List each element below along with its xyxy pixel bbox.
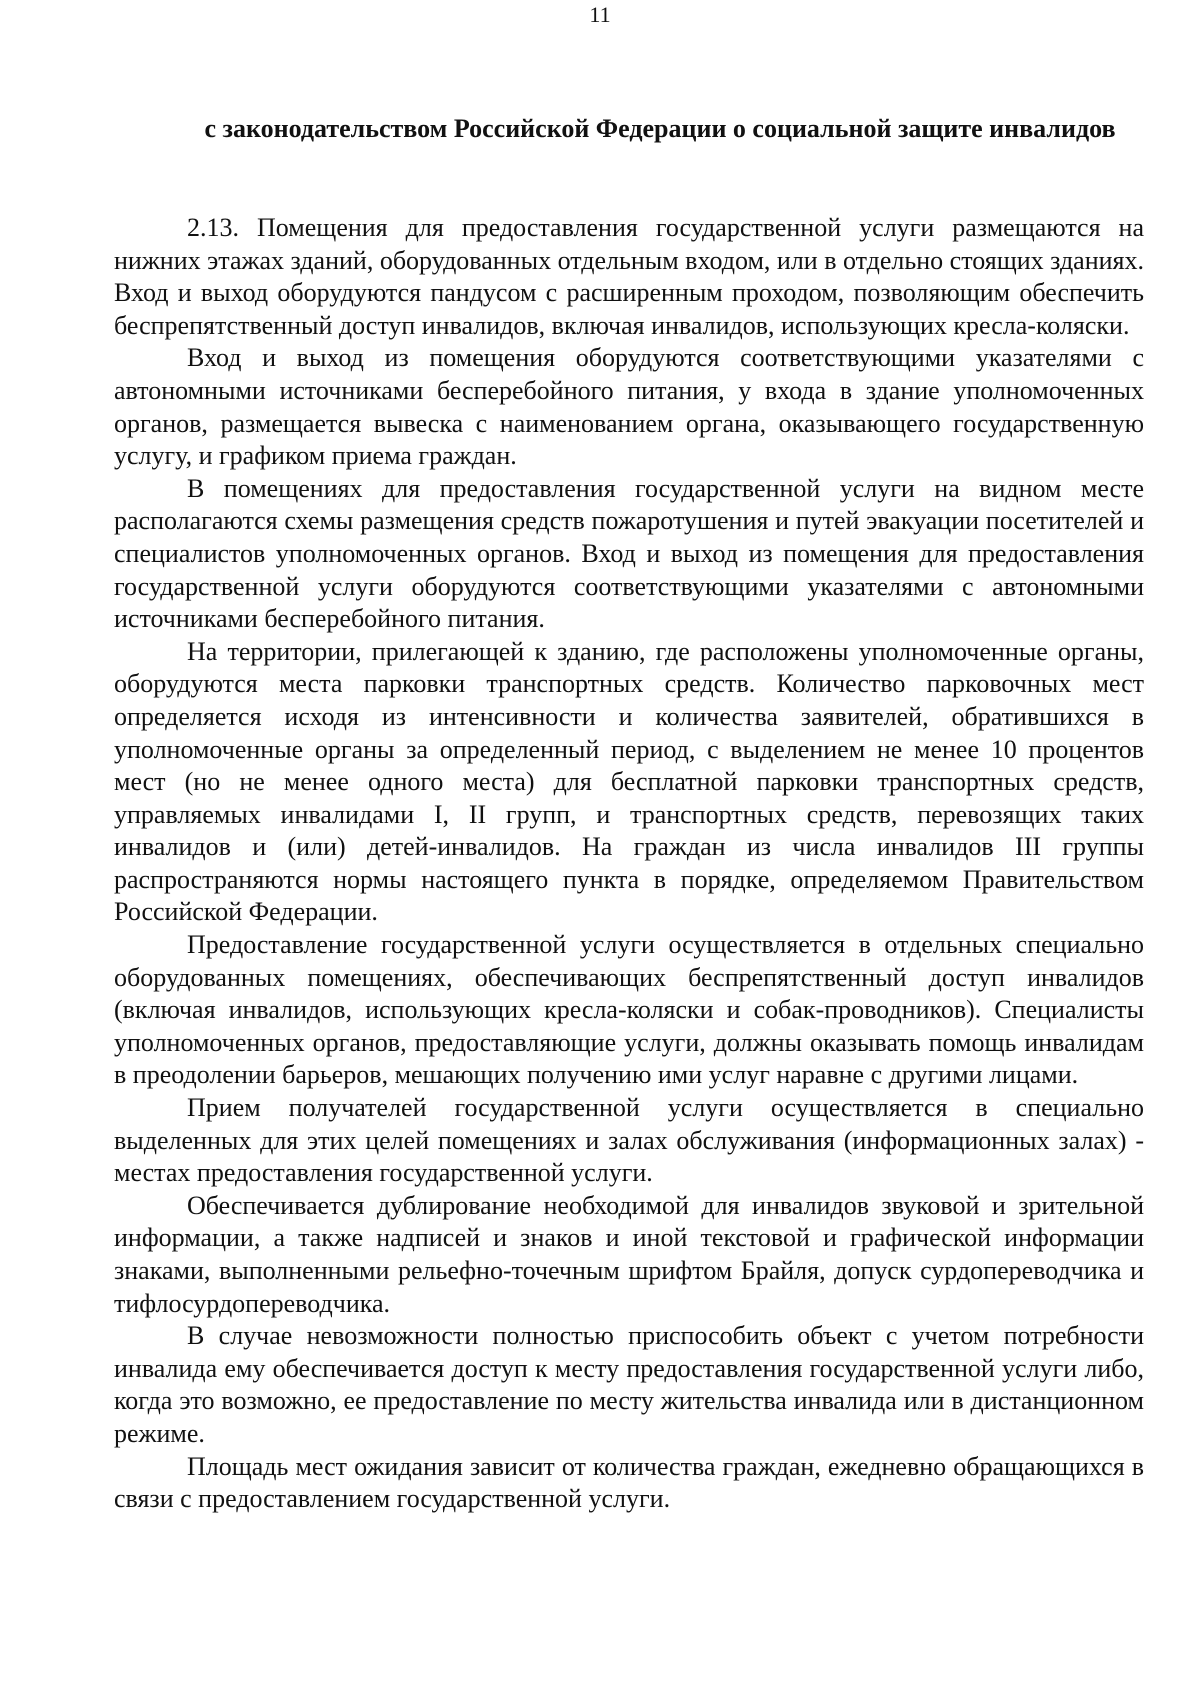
paragraph-waiting-area: Площадь мест ожидания зависит от количества граждан, ежедневно обращающихся в связи с предоставлением государственной услуги. [114, 1451, 1144, 1514]
paragraph-alternative-access: В случае невозможности полностью приспособить объект с учетом потребности инвалида ему обеспечивается доступ к месту предоставления государственной услуги либо, когда это возможно, ее предоставление по месту жительства инвалида или в дистанционном режиме. [114, 1321, 1144, 1448]
paragraph-parking: На территории, прилегающей к зданию, где расположены уполномоченные органы, оборудуются места парковки транспортных средств. Количество парковочных мест определяется исходя из интенсивности и количества заявителей, обратившихся в уполномоченные органы за определенный период, с выделением не менее 10 процентов мест (но не менее одного места) для бесплатной парковки транспортных средств, управляемых инвалидами I, II групп, и транспортных средств, перевозящих таких инвалидов и (или) детей-инвалидов. На граждан из числа инвалидов III группы распространяются нормы настоящего пункта в порядке, определяемом Правительством Российской Федерации. [114, 636, 1144, 927]
paragraph-braille-duplication: Обеспечивается дублирование необходимой для инвалидов звуковой и зрительной информации, а также надписей и знаков и иной текстовой и графической информации знаками, выполненными рельефно-точечным шрифтом Брайля, допуск сурдопереводчика и тифлосурдопереводчика. [114, 1190, 1144, 1318]
section-heading: с законодательством Российской Федерации о социальной защите инвалидов [204, 114, 1116, 143]
paragraph-2-13: 2.13. Помещения для предоставления государственной услуги размещаются на нижних этажах зданий, оборудованных отдельным входом, или в отдельно стоящих зданиях. Вход и выход оборудуются пандусом с расширенным проходом, позволяющим обеспечить беспрепятственный доступ инвалидов, включая инвалидов, использующих кресла-коляски. [114, 213, 1144, 340]
paragraph-entrance-signage: Вход и выход из помещения оборудуются соответствующими указателями с автономными источниками бесперебойного питания, у входа в здание уполномоченных органов, размещается вывеска с наименованием органа, оказывающего государственную услугу, и графиком приема граждан. [114, 343, 1144, 471]
page-number: 11 [589, 2, 611, 27]
paragraph-evacuation-schemes: В помещениях для предоставления государственной услуги на видном месте располагаются схемы размещения средств пожаротушения и путей эвакуации посетителей и специалистов уполномоченных органов. Вход и выход из помещения для предоставления государственной услуги оборудуются соответствующими указателями с автономными источниками бесперебойного питания. [114, 473, 1144, 634]
document-body [114, 212, 1144, 1516]
paragraph-reception-halls: Прием получателей государственной услуги осуществляется в специально выделенных для этих целей помещениях и залах обслуживания (информационных залах) - местах предоставления государственной услуги. [114, 1093, 1144, 1188]
paragraph-accessible-premises: Предоставление государственной услуги осуществляется в отдельных специально оборудованных помещениях, обеспечивающих беспрепятственный доступ инвалидов (включая инвалидов, использующих кресла-коляски и собак-проводников). Специалисты уполномоченных органов, предоставляющие услуги, должны оказывать помощь инвалидам в преодолении барьеров, мешающих получению ими услуг наравне с другими лицами. [114, 930, 1144, 1090]
